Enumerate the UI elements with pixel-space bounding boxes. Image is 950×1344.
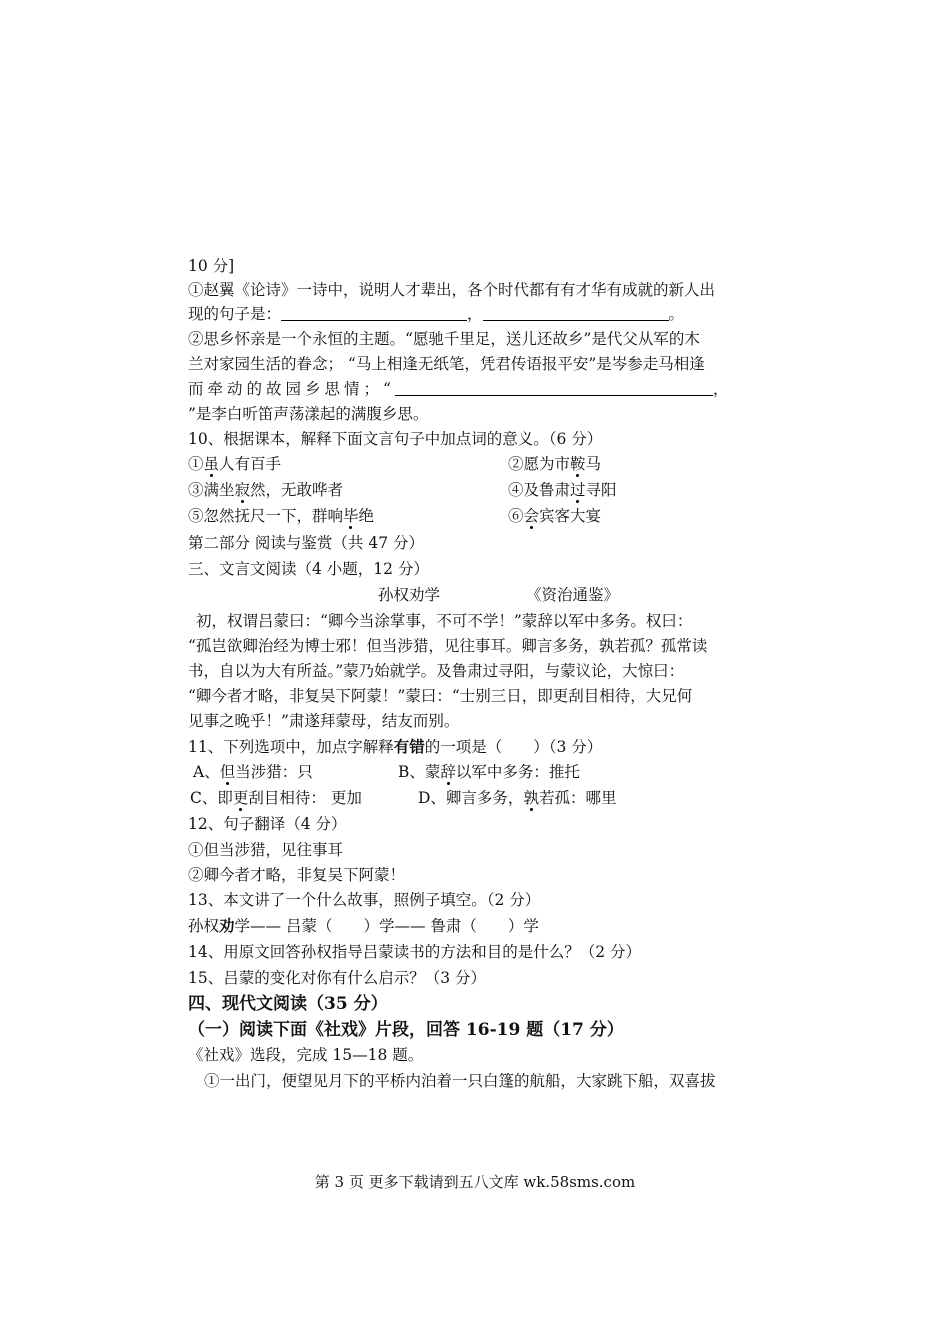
text-fragment: 若孤：哪里 [538, 789, 617, 807]
question-12-item: ②卿今者才略，非复吴下阿蒙！ [188, 866, 406, 884]
answer-blank[interactable] [483, 304, 669, 321]
text-line [188, 302, 778, 326]
text-fragment: 当涉猎：只 [235, 763, 313, 781]
dotted-char: 寂 [234, 481, 251, 499]
text-fragment: 马 [585, 455, 602, 473]
text-fragment: ， [712, 380, 729, 398]
source: 《资治通鉴》 [526, 586, 620, 604]
item [508, 504, 601, 528]
text-fragment: ④及鲁肃 [508, 481, 571, 499]
text-fragment: 而牵动的故园乡思情；“ [188, 380, 395, 398]
emphasis: 有错 [393, 737, 425, 756]
passage-line: 书，自以为大有所益。”蒙乃始就学。及鲁肃过寻阳，与蒙议论，大惊曰： [188, 662, 685, 680]
item [188, 455, 281, 473]
item [188, 481, 343, 499]
text-fragment: 宾客大宴 [539, 507, 602, 525]
text-line: ②思乡怀亲是一个永恒的主题。“愿驰千里足，送儿还故乡”是代父从军的木 [188, 330, 700, 348]
text-line: 兰对家园生活的眷念； “马上相逢无纸笔，凭君传语报平安”是岑参走马相逢 [188, 355, 705, 373]
section-heading: 三、文言文阅读（4 小题，12 分） [188, 560, 429, 578]
passage-line: ①一出门，便望见月下的平桥内泊着一只白篷的航船，大家跳下船，双喜拔 [204, 1072, 716, 1090]
item [508, 478, 617, 502]
text-fragment: 刮目相待： 更加 [248, 789, 362, 807]
question-10-row [188, 478, 778, 502]
text-fragment: ②愿为市 [508, 455, 571, 473]
option-c [190, 789, 362, 807]
question-15: 15、吕蒙的变化对你有什么启示？（3 分） [188, 969, 487, 987]
dotted-char: 但 [219, 763, 236, 781]
item [188, 507, 374, 525]
text-fragment: 现的句子是： [188, 305, 282, 323]
passage-line: 初，权谓吕蒙曰：“卿今当涂掌事，不可不学！”蒙辞以军中多务。权曰： [196, 612, 693, 630]
text-fragment: 以军中多务：推托 [455, 763, 580, 781]
dotted-char: 虽 [203, 455, 220, 473]
text-fragment: 绝 [358, 507, 375, 525]
title: 孙权劝学 [378, 586, 441, 604]
dotted-char: 孰 [523, 789, 539, 807]
answer-blank[interactable] [395, 379, 713, 396]
text-fragment: D、卿言多务， [418, 789, 524, 807]
passage-line: “孤岂欲卿治经为博士邪！但当涉猎，见往事耳。卿言多务，孰若孤？孤常读 [188, 637, 708, 655]
question-11 [188, 735, 778, 759]
subsection-heading: （一）阅读下面《社戏》片段，回答 16-19 题（17 分） [188, 1020, 624, 1040]
option-d [418, 786, 616, 810]
section-heading: 四、现代文阅读（35 分） [188, 994, 388, 1014]
text-fragment: ， [467, 305, 483, 323]
question-10: 10、根据课本，解释下面文言句子中加点词的意义。（6 分） [188, 430, 603, 448]
text-line: ”是李白听笛声荡漾起的满腹乡思。 [188, 405, 429, 423]
dotted-char: 毕 [343, 507, 359, 525]
dotted-char: 更 [232, 789, 249, 807]
passage-line: 见事之晚乎！”肃遂拜蒙母，结友而别。 [188, 712, 460, 730]
question-11-options [190, 786, 780, 810]
text-fragment: ① [188, 455, 204, 473]
text-fragment: C、即 [190, 789, 233, 807]
emphasis: 劝 [219, 916, 235, 935]
text-fragment: B、蒙 [398, 763, 441, 781]
question-13-fill [188, 914, 778, 938]
page-footer: 第 3 页 更多下载请到五八文库 wk.58sms.com [314, 1173, 636, 1191]
question-10-row [188, 452, 778, 476]
text-fragment: 孙权 [188, 917, 220, 935]
question-11-options [193, 760, 783, 784]
text-line: ①赵翼《论诗》一诗中，说明人才辈出，各个时代都有有才华有成就的新人出 [188, 281, 716, 299]
dotted-char: 辞 [440, 763, 456, 781]
dotted-char: 过 [570, 481, 586, 499]
text-fragment: 11、下列选项中，加点字解释 [188, 738, 394, 756]
text-fragment: 然，无敢哗者 [250, 481, 344, 499]
text-fragment: 学—— 吕蒙（ ）学—— 鲁肃（ ）学 [234, 917, 539, 935]
passage-line: “卿今者才略，非复吴下阿蒙！”蒙曰：“士别三日，即更刮目相待，大兄何 [188, 687, 693, 705]
text-line [188, 377, 778, 401]
text-fragment: 。 [668, 305, 685, 323]
item [508, 452, 601, 476]
dotted-char: 鞍 [570, 455, 586, 473]
option-a [193, 763, 313, 781]
text-fragment: ⑥ [508, 507, 524, 525]
question-12: 12、句子翻译（4 分） [188, 815, 347, 833]
text-fragment: 的一项是（ ）（3 分） [424, 738, 603, 756]
text-fragment: A、 [193, 763, 220, 781]
answer-blank[interactable] [281, 304, 467, 321]
text-fragment: ⑤忽然抚尺一下，群响 [188, 507, 344, 525]
question-10-row [188, 504, 778, 528]
question-14: 14、用原文回答孙权指导吕蒙读书的方法和目的是什么？（2 分） [188, 943, 642, 961]
question-12-item: ①但当涉猎，见往事耳 [188, 841, 344, 859]
text-fragment: 人有百手 [219, 455, 282, 473]
text-fragment: ③满坐 [188, 481, 235, 499]
part-heading: 第二部分 阅读与鉴赏（共 47 分） [188, 534, 425, 552]
text-fragment: 寻阳 [585, 481, 617, 499]
question-13: 13、本文讲了一个什么故事，照例子填空。（2 分） [188, 891, 541, 909]
option-b [398, 760, 580, 784]
dotted-char: 会 [523, 507, 540, 525]
text-line: 10 分] [188, 257, 235, 275]
text-line: 《社戏》选段，完成 15—18 题。 [188, 1046, 424, 1064]
